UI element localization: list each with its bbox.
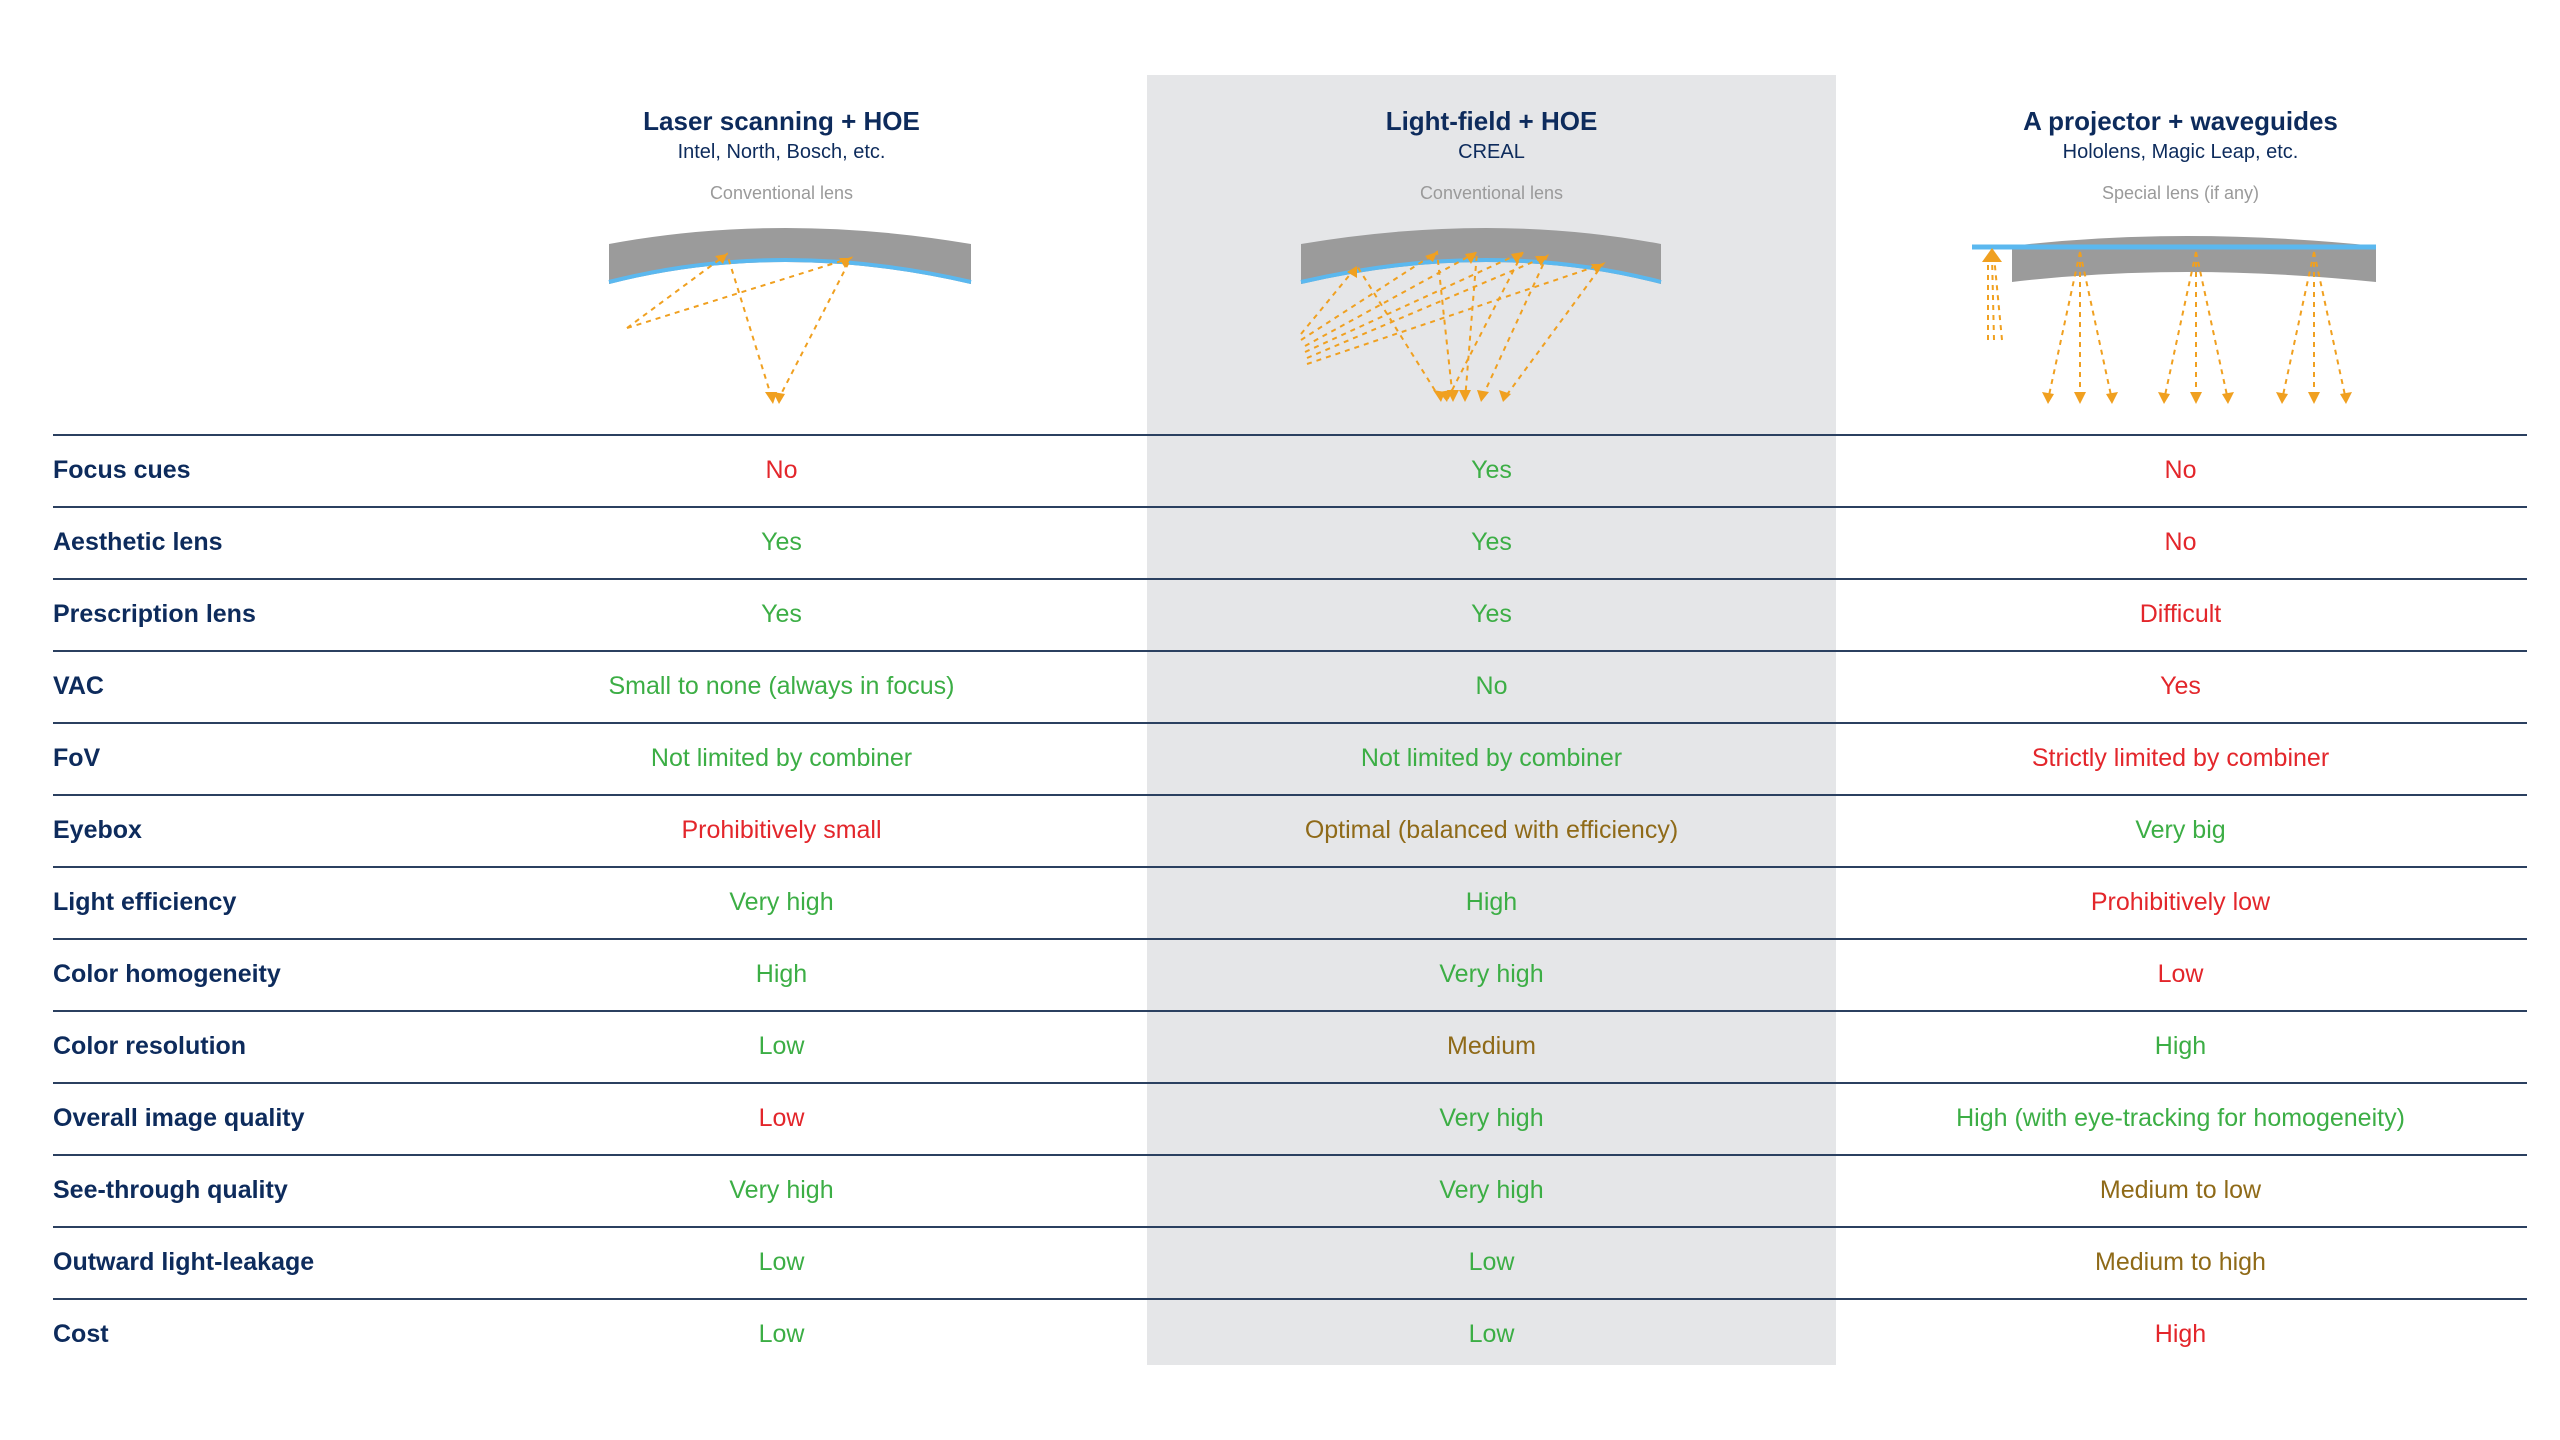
table-cell: Very high: [1439, 1176, 1544, 1204]
table-cell: Difficult: [2139, 600, 2222, 628]
column-header-projector-waveguides: [1836, 104, 2525, 206]
laser-scanning-diagram: [437, 222, 1126, 422]
lens-shape: [609, 228, 971, 284]
table-cell: Very high: [729, 1176, 834, 1204]
table-row: [0, 1298, 2560, 1370]
table-cell: Small to none (always in focus): [608, 672, 955, 700]
row-label: Eyebox: [53, 816, 142, 844]
comparison-table: [0, 434, 2560, 1370]
row-label: Outward light-leakage: [53, 1248, 315, 1276]
waveguide-diagram: [1836, 222, 2525, 422]
row-label: Cost: [53, 1320, 109, 1348]
table-cell: Yes: [1471, 600, 1512, 628]
row-label: See-through quality: [53, 1176, 288, 1204]
table-cell: Very high: [729, 888, 834, 916]
table-row: [0, 578, 2560, 650]
table-cell: Low: [1468, 1320, 1515, 1348]
table-row: [0, 1154, 2560, 1226]
column-title: A projector + waveguides: [2023, 106, 2338, 136]
row-label: VAC: [53, 672, 104, 700]
table-cell: Low: [758, 1104, 805, 1132]
table-cell: Low: [758, 1032, 805, 1060]
table-cell: Prohibitively small: [681, 816, 882, 844]
table-cell: Low: [2157, 960, 2204, 988]
table-cell: Yes: [761, 600, 802, 628]
table-cell: Medium to low: [2099, 1176, 2262, 1204]
row-label: Color resolution: [53, 1032, 247, 1060]
table-cell: High: [755, 960, 808, 988]
table-cell: Not limited by combiner: [1360, 744, 1623, 772]
table-cell: Very high: [1439, 1104, 1544, 1132]
table-cell: Medium: [1447, 1032, 1536, 1060]
table-cell: Low: [758, 1248, 805, 1276]
column-subtitle: Hololens, Magic Leap, etc.: [2062, 141, 2299, 163]
column-header-laser-scanning: [437, 104, 1126, 206]
table-cell: No: [1475, 672, 1508, 700]
table-cell: Low: [758, 1320, 805, 1348]
table-row: [0, 650, 2560, 722]
ray-arrowheads: [1347, 252, 1603, 402]
ray-arrowheads: [715, 254, 851, 404]
lens-shape: [2012, 236, 2376, 282]
table-cell: Strictly limited by combiner: [2031, 744, 2330, 772]
lens-label: Conventional lens: [1419, 183, 1564, 203]
table-cell: High: [2154, 1032, 2207, 1060]
light-field-diagram: [1147, 222, 1836, 422]
table-row: [0, 506, 2560, 578]
table-cell: No: [2164, 528, 2197, 556]
row-label: Light efficiency: [53, 888, 237, 916]
row-label: Overall image quality: [53, 1104, 305, 1132]
table-cell: Yes: [2160, 672, 2201, 700]
row-label: Aesthetic lens: [53, 528, 223, 556]
light-rays: [627, 254, 851, 402]
column-header-light-field: [1147, 104, 1836, 206]
table-cell: Low: [1468, 1248, 1515, 1276]
table-row: [0, 1010, 2560, 1082]
table-cell: Very high: [1439, 960, 1544, 988]
table-cell: Not limited by combiner: [650, 744, 913, 772]
table-cell: No: [2164, 456, 2197, 484]
table-cell: High: [2154, 1320, 2207, 1348]
table-cell: Optimal (balanced with efficiency): [1304, 816, 1679, 844]
row-label: Prescription lens: [53, 600, 256, 628]
lens-label: Special lens (if any): [2101, 183, 2260, 203]
table-cell: Yes: [1471, 456, 1512, 484]
table-row: [0, 722, 2560, 794]
table-row: [0, 794, 2560, 866]
table-cell: High (with eye-tracking for homogeneity): [1956, 1104, 2405, 1132]
column-subtitle: CREAL: [1458, 141, 1525, 163]
row-label: FoV: [53, 744, 101, 772]
row-label: Color homogeneity: [53, 960, 281, 988]
table-row: [0, 434, 2560, 506]
row-label: Focus cues: [53, 456, 191, 484]
table-cell: No: [765, 456, 798, 484]
column-title: Light-field + HOE: [1385, 106, 1598, 136]
table-cell: High: [1465, 888, 1518, 916]
table-cell: Yes: [1471, 528, 1512, 556]
lens-label: Conventional lens: [709, 183, 854, 203]
table-row: [0, 1226, 2560, 1298]
table-cell: Prohibitively low: [2090, 888, 2271, 916]
table-cell: Yes: [761, 528, 802, 556]
table-cell: Very big: [2135, 816, 2226, 844]
table-row: [0, 866, 2560, 938]
table-cell: Medium to high: [2095, 1248, 2266, 1276]
table-row: [0, 1082, 2560, 1154]
table-row: [0, 938, 2560, 1010]
column-subtitle: Intel, North, Bosch, etc.: [677, 141, 886, 163]
column-title: Laser scanning + HOE: [643, 106, 920, 136]
